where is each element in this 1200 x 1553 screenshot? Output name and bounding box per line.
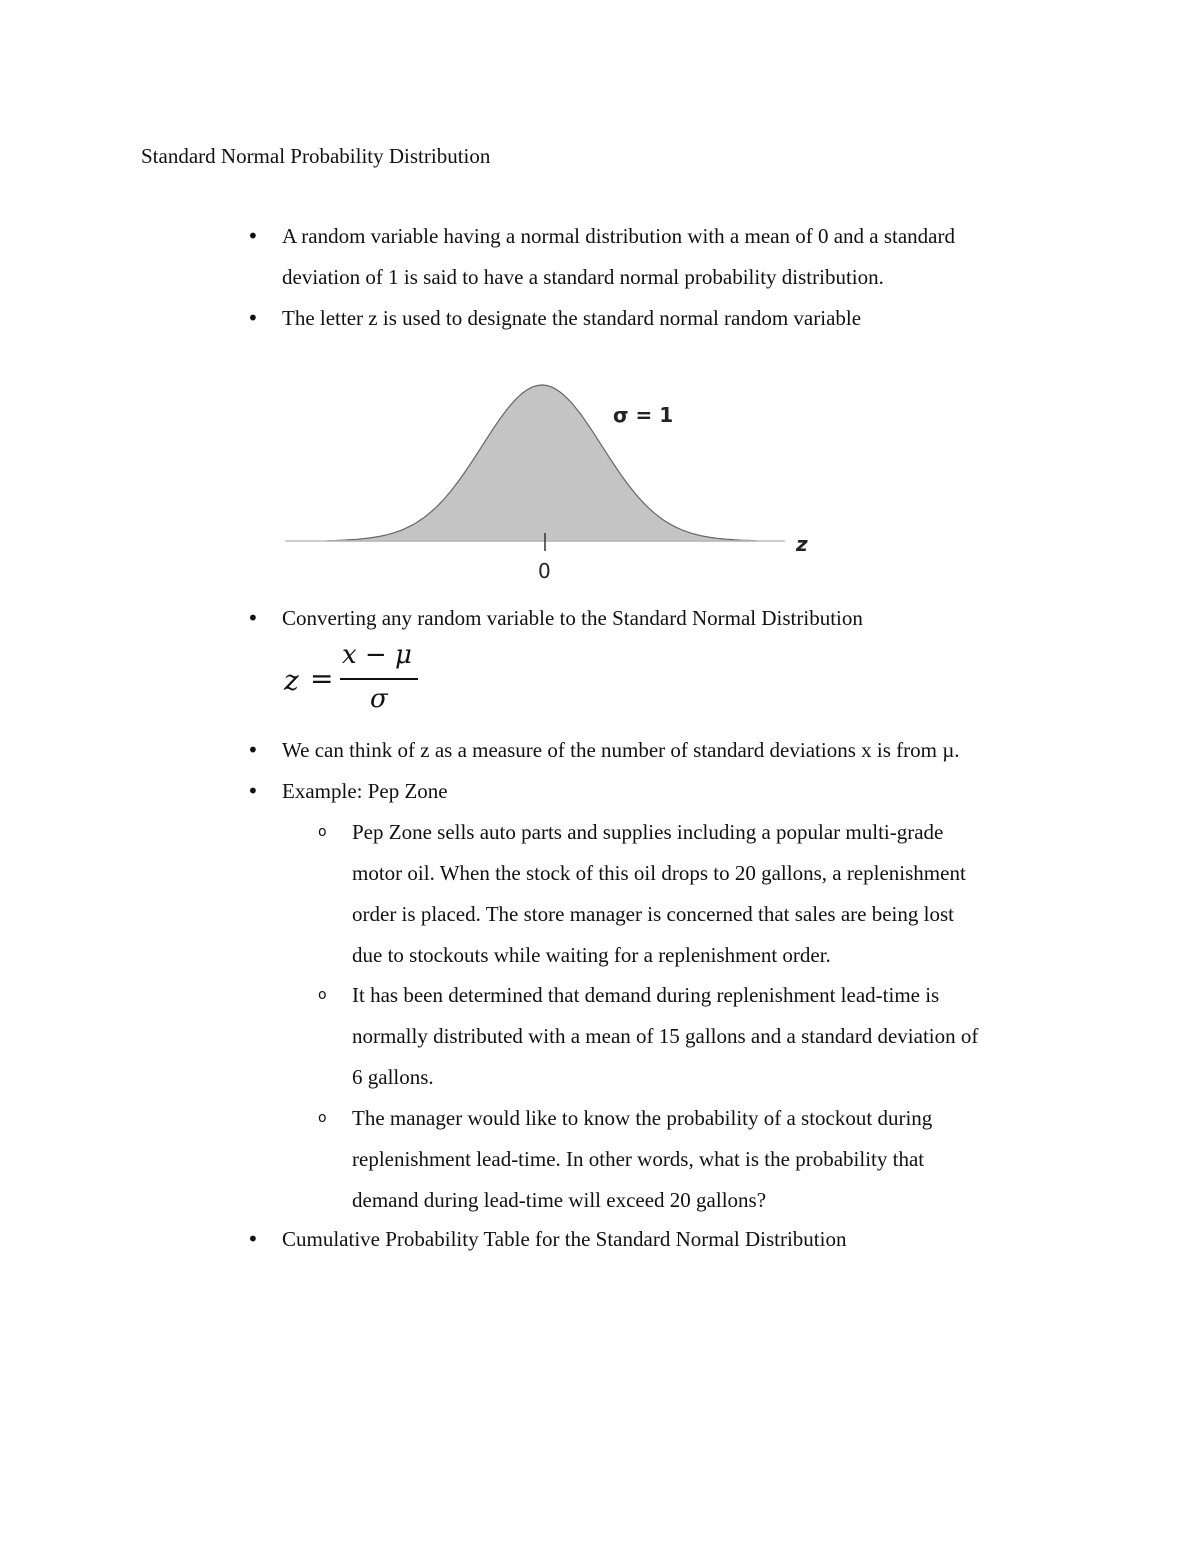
bullet-text: The letter z is used to designate the standard normal random variable <box>282 306 862 330</box>
bullet-icon: • <box>247 606 259 630</box>
sub-text: replenishment lead-time. In other words, what is the probability that <box>352 1147 925 1171</box>
bullet-item-converting <box>247 598 1072 639</box>
page-title: Standard Normal Probability Distribution <box>141 144 491 168</box>
bullet-icon: • <box>247 224 259 248</box>
sub-text: due to stockouts while waiting for a replenishment order. <box>352 943 831 967</box>
normal-curve-figure <box>280 375 820 590</box>
bullet-icon: • <box>247 306 259 330</box>
fraction-bar <box>340 678 418 680</box>
sub-text: order is placed. The store manager is concerned that sales are being lost <box>352 902 954 926</box>
sub-text: 6 gallons. <box>352 1065 434 1089</box>
sub-text: motor oil. When the stock of this oil drops to 20 gallons, a replenishment <box>352 861 966 885</box>
sub-bullet-icon: o <box>318 987 327 1003</box>
sub-item-demand <box>318 975 1072 1098</box>
bullet-text: We can think of z as a measure of the number of standard deviations x is from µ. <box>282 738 960 762</box>
sub-item-pep-zone <box>318 812 1072 976</box>
formula-equals: = <box>310 662 334 695</box>
sigma-label: σ = 1 <box>613 403 674 427</box>
formula-denominator: σ <box>370 684 388 714</box>
sub-text: Pep Zone sells auto parts and supplies including a popular multi-grade <box>352 820 944 844</box>
bullet-item-example <box>247 771 1072 812</box>
sub-text: The manager would like to know the probability of a stockout during <box>352 1106 933 1130</box>
sub-text: normally distributed with a mean of 15 gallons and a standard deviation of <box>352 1024 979 1048</box>
bullet-item-z-measure <box>247 730 1072 771</box>
formula-numerator: x − μ <box>342 640 412 670</box>
bullet-icon: • <box>247 1227 259 1251</box>
bullet-item-letter-z <box>247 298 1072 339</box>
bullet-text: Cumulative Probability Table for the Standard Normal Distribution <box>282 1227 847 1251</box>
mean-tick-label: 0 <box>538 559 551 583</box>
bullet-text: A random variable having a normal distribution with a mean of 0 and a standard <box>282 224 955 248</box>
sub-text: demand during lead-time will exceed 20 gallons? <box>352 1188 767 1212</box>
sub-bullet-icon: o <box>318 1110 327 1126</box>
sub-item-question <box>318 1098 1072 1221</box>
bullet-item-cumulative-table <box>247 1219 1072 1260</box>
sub-bullet-icon: o <box>318 824 327 840</box>
normal-curve-area <box>327 385 757 541</box>
bullet-text: Converting any random variable to the Standard Normal Distribution <box>282 606 863 630</box>
formula-lhs: z <box>284 664 299 697</box>
sub-text: It has been determined that demand during replenishment lead-time is <box>352 983 940 1007</box>
bullet-icon: • <box>247 779 259 803</box>
bullet-item-definition <box>247 216 1072 298</box>
bullet-icon: • <box>247 738 259 762</box>
z-axis-label: z <box>796 532 808 556</box>
bullet-text: Example: Pep Zone <box>282 779 448 803</box>
z-score-formula <box>280 640 440 720</box>
bullet-text: deviation of 1 is said to have a standard normal probability distribution. <box>282 265 884 289</box>
